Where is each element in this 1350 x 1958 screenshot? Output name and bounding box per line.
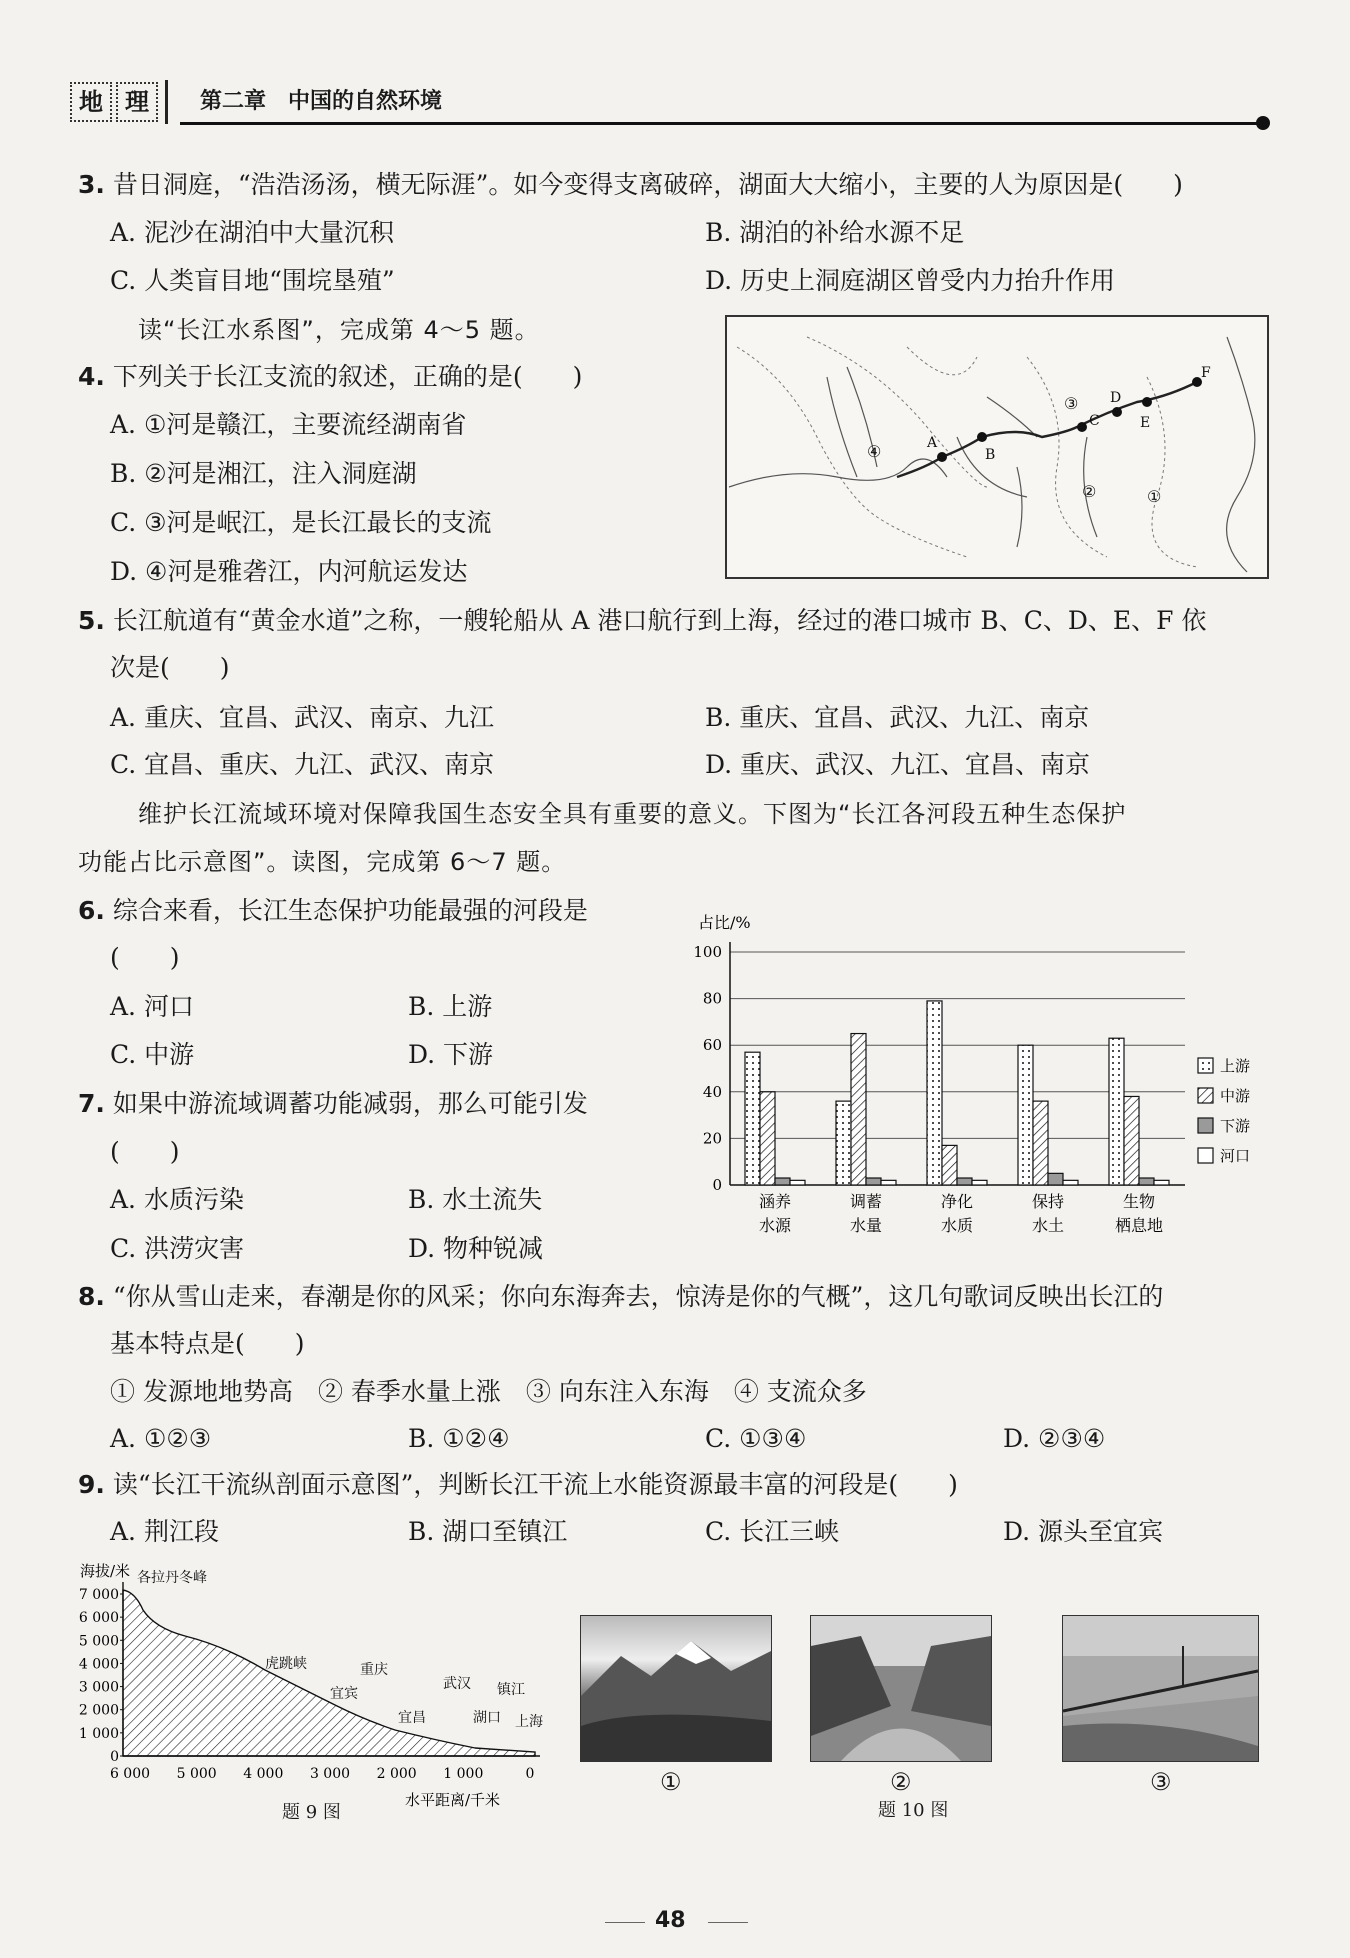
q9-text: 读“长江干流纵剖面示意图”，判断长江干流上水能资源最丰富的河段是( )	[112, 1470, 958, 1499]
map-label-d: D	[1110, 390, 1122, 406]
q6-paren: ( )	[110, 943, 180, 972]
figure-9-caption: 题 9 图	[282, 1802, 341, 1823]
q8-option-b[interactable]: B. ①②④	[408, 1424, 510, 1453]
q9-option-b[interactable]: B. 湖口至镇江	[408, 1517, 568, 1546]
q5-option-d[interactable]: D. 重庆、武汉、九江、宜昌、南京	[705, 750, 1091, 779]
legend-label-中游: 中游	[1220, 1087, 1251, 1105]
q4-option-a[interactable]: A. ①河是赣江，主要流经湖南省	[110, 410, 467, 439]
profile-xtick-0: 6 000	[109, 1766, 151, 1782]
q9-option-a[interactable]: A. 荆江段	[110, 1517, 219, 1546]
category-label-1-0: 调蓄	[849, 1192, 883, 1211]
q9-number: 9.	[78, 1470, 105, 1499]
q8-statements: ① 发源地地势高 ② 春季水量上涨 ③ 向东注入东海 ④ 支流众多	[110, 1377, 867, 1406]
profile-ytick-6: 6 000	[78, 1610, 119, 1627]
legend-label-下游: 下游	[1220, 1117, 1251, 1135]
chart-categories	[759, 1192, 1163, 1235]
category-label-4-1: 栖息地	[1114, 1216, 1164, 1235]
photo-1-snow-mountain	[580, 1615, 772, 1762]
map-svg	[727, 317, 1267, 577]
q3-text: 昔日洞庭，“浩浩汤汤，横无际涯”。如今变得支离破碎，湖面大大缩小，主要的人为原因是( )	[112, 170, 1183, 199]
category-label-0-0: 涵养	[758, 1192, 792, 1211]
q4-text: 下列关于长江支流的叙述，正确的是( )	[112, 362, 583, 391]
yangtze-river-system-map	[725, 315, 1269, 579]
bar-上游-生物栖息地	[1109, 1038, 1124, 1185]
category-label-3-1: 水土	[1031, 1216, 1065, 1235]
q5-stem-line1	[78, 606, 1206, 636]
yangtze-profile-figure	[75, 1560, 565, 1820]
photo-1-label: ①	[660, 1768, 682, 1796]
q5-stem-line2: 次是( )	[110, 653, 230, 682]
q7-option-b[interactable]: B. 水土流失	[408, 1185, 543, 1214]
category-label-4-0: 生物	[1122, 1192, 1156, 1211]
profile-xtick-2: 4 000	[243, 1766, 284, 1782]
page-number: 48	[655, 1908, 686, 1933]
subject-badge	[70, 82, 158, 122]
figure-10-caption: 题 10 图	[878, 1800, 949, 1821]
q9-option-c[interactable]: C. 长江三峡	[705, 1517, 840, 1546]
ytick-label-100: 100	[693, 943, 722, 961]
photo-3-bridge	[1062, 1615, 1259, 1762]
q3-option-b[interactable]: B. 湖泊的补给水源不足	[705, 218, 965, 247]
bar-上游-保持水土	[1018, 1045, 1033, 1185]
place-shanghai: 上海	[515, 1714, 543, 1730]
q6-text: 综合来看，长江生态保护功能最强的河段是	[112, 896, 588, 925]
photo-2-three-gorges	[810, 1615, 992, 1762]
q4-stem	[78, 362, 582, 392]
photo-3-label: ③	[1150, 1768, 1172, 1796]
map-label-b: B	[985, 447, 996, 463]
bar-上游-涵养水源	[745, 1052, 760, 1185]
map-river-3: ③	[1064, 394, 1079, 413]
place-yichang: 宜昌	[398, 1710, 426, 1726]
place-wuhan: 武汉	[443, 1676, 471, 1692]
map-label-e: E	[1140, 415, 1151, 431]
lead-6-7-line1: 维护长江流域环境对保障我国生态安全具有重要的意义。下图为“长江各河段五种生态保护	[138, 800, 1127, 828]
ytick-label-0: 0	[712, 1176, 722, 1194]
bar-chart-svg	[690, 910, 1270, 1250]
q6-option-b[interactable]: B. 上游	[408, 992, 493, 1021]
q7-option-a[interactable]: A. 水质污染	[110, 1185, 244, 1214]
q6-option-a[interactable]: A. 河口	[110, 992, 194, 1021]
profile-ytick-2: 2 000	[78, 1702, 119, 1719]
profile-xtick-5: 1 000	[443, 1766, 484, 1782]
q9-stem	[78, 1470, 958, 1500]
header-divider	[165, 80, 168, 124]
profile-yticks	[79, 1587, 125, 1765]
bar-河口-保持水土	[1063, 1180, 1078, 1185]
q5-option-a[interactable]: A. 重庆、宜昌、武汉、南京、九江	[110, 703, 494, 732]
place-chongqing: 重庆	[360, 1662, 388, 1678]
legend-swatch-上游	[1198, 1058, 1213, 1073]
bar-上游-调蓄水量	[836, 1101, 851, 1185]
category-label-1-1: 水量	[849, 1216, 883, 1235]
q4-number: 4.	[78, 362, 105, 391]
bar-河口-调蓄水量	[881, 1180, 896, 1185]
category-label-2-0: 净化	[940, 1192, 974, 1211]
q3-stem	[78, 170, 1183, 200]
profile-xticks	[110, 1766, 535, 1782]
place-hukou: 湖口	[473, 1710, 501, 1726]
q5-option-c[interactable]: C. 宜昌、重庆、九江、武汉、南京	[110, 750, 495, 779]
subject-char-1: 地	[70, 82, 112, 122]
ytick-label-60: 60	[702, 1036, 722, 1055]
chart-ylabel: 占比/%	[698, 913, 751, 932]
chapter-number: 第二章	[200, 89, 267, 114]
q4-option-c[interactable]: C. ③河是岷江，是长江最长的支流	[110, 508, 492, 537]
bar-中游-调蓄水量	[851, 1034, 866, 1185]
header-rule	[180, 122, 1260, 125]
header-rule-dot	[1256, 116, 1270, 130]
q7-number: 7.	[78, 1089, 105, 1118]
q6-option-d[interactable]: D. 下游	[408, 1040, 494, 1069]
legend-swatch-中游	[1198, 1088, 1213, 1103]
place-yibin: 宜宾	[330, 1686, 358, 1702]
q3-option-c[interactable]: C. 人类盲目地“围垸垦殖”	[110, 266, 395, 295]
category-label-0-1: 水源	[758, 1216, 792, 1235]
bar-下游-生物栖息地	[1139, 1178, 1154, 1185]
q5-option-b[interactable]: B. 重庆、宜昌、武汉、九江、南京	[705, 703, 1090, 732]
place-geladandong: 各拉丹冬峰	[137, 1570, 207, 1586]
profile-ytick-3: 3 000	[78, 1679, 119, 1696]
ecology-function-bar-chart	[690, 910, 1270, 1250]
bar-下游-涵养水源	[775, 1178, 790, 1185]
q9-option-d[interactable]: D. 源头至宜宾	[1003, 1517, 1164, 1546]
photo-3-svg	[1063, 1616, 1258, 1761]
bar-下游-调蓄水量	[866, 1178, 881, 1185]
bar-河口-涵养水源	[790, 1180, 805, 1185]
profile-ytick-7: 7 000	[78, 1587, 119, 1603]
bar-中游-生物栖息地	[1124, 1096, 1139, 1185]
q3-option-d[interactable]: D. 历史上洞庭湖区曾受内力抬升作用	[705, 266, 1116, 295]
bar-下游-保持水土	[1048, 1173, 1063, 1185]
map-label-c: C	[1089, 413, 1100, 429]
page-number-rule-left	[605, 1922, 645, 1923]
photo-2-svg	[811, 1616, 991, 1761]
profile-svg	[75, 1560, 565, 1820]
q4-option-d[interactable]: D. ④河是雅砻江，内河航运发达	[110, 557, 468, 586]
bar-上游-净化水质	[927, 1001, 942, 1185]
legend-swatch-下游	[1198, 1118, 1213, 1133]
profile-ylabel: 海拔/米	[80, 1562, 131, 1580]
lead-6-7-line2: 功能占比示意图”。读图，完成第 6～7 题。	[78, 848, 567, 876]
profile-ytick-5: 5 000	[78, 1633, 119, 1650]
profile-ytick-1: 1 000	[78, 1725, 119, 1742]
ytick-label-40: 40	[702, 1082, 722, 1101]
chart-legend	[1198, 1057, 1250, 1165]
photo-2-label: ②	[890, 1768, 912, 1796]
profile-area	[123, 1590, 535, 1756]
bar-中游-涵养水源	[760, 1092, 775, 1185]
category-label-2-1: 水质	[940, 1216, 974, 1235]
map-label-a: A	[927, 435, 938, 451]
bar-中游-保持水土	[1033, 1101, 1048, 1185]
q8-text-1: “你从雪山走来，春潮是你的风采；你向东海奔去，惊涛是你的气概”，这几句歌词反映出长江的	[112, 1282, 1164, 1311]
legend-label-上游: 上游	[1220, 1057, 1251, 1075]
q6-number: 6.	[78, 896, 105, 925]
bar-河口-生物栖息地	[1154, 1180, 1169, 1185]
subject-char-2: 理	[116, 82, 158, 122]
q3-option-a[interactable]: A. 泥沙在湖泊中大量沉积	[110, 218, 394, 247]
q7-text: 如果中游流域调蓄功能减弱，那么可能引发	[112, 1089, 588, 1118]
q8-option-d[interactable]: D. ②③④	[1003, 1424, 1106, 1453]
map-river-2: ②	[1082, 482, 1097, 501]
chapter-title	[200, 84, 442, 115]
place-zhenjiang: 镇江	[497, 1682, 525, 1698]
page-number-rule-right	[708, 1922, 748, 1923]
bar-河口-净化水质	[972, 1180, 987, 1185]
q7-option-c[interactable]: C. 洪涝灾害	[110, 1234, 245, 1263]
legend-label-河口: 河口	[1220, 1147, 1251, 1165]
legend-swatch-河口	[1198, 1148, 1213, 1163]
profile-xtick-1: 5 000	[176, 1766, 217, 1782]
chapter-name: 中国的自然环境	[288, 89, 443, 114]
profile-xlabel: 水平距离/千米	[405, 1791, 501, 1809]
q7-paren: ( )	[110, 1137, 180, 1166]
profile-ytick-0: 0	[110, 1749, 119, 1765]
q6-option-c[interactable]: C. 中游	[110, 1040, 195, 1069]
bar-下游-净化水质	[957, 1178, 972, 1185]
place-hutiaoxia: 虎跳峡	[265, 1656, 307, 1672]
q8-option-c[interactable]: C. ①③④	[705, 1424, 807, 1453]
q5-text-1: 长江航道有“黄金水道”之称，一艘轮船从 A 港口航行到上海，经过的港口城市 B、C、D、E、F 依	[112, 606, 1207, 635]
chart-bars	[745, 1001, 1169, 1185]
q8-number: 8.	[78, 1282, 105, 1311]
q5-number: 5.	[78, 606, 105, 635]
q7-stem	[78, 1089, 588, 1119]
profile-ytick-4: 4 000	[78, 1656, 119, 1673]
photo-1-svg	[581, 1616, 771, 1761]
q4-option-b[interactable]: B. ②河是湘江，注入洞庭湖	[110, 459, 417, 488]
lead-4-5: 读“长江水系图”，完成第 4～5 题。	[138, 316, 540, 344]
q8-option-a[interactable]: A. ①②③	[110, 1424, 212, 1453]
profile-xtick-3: 3 000	[309, 1766, 351, 1782]
q8-stem-line1	[78, 1282, 1163, 1312]
ytick-label-80: 80	[702, 989, 722, 1008]
q6-stem	[78, 896, 588, 926]
q7-option-d[interactable]: D. 物种锐减	[408, 1234, 544, 1263]
map-label-f: F	[1201, 365, 1211, 381]
map-river-1: ①	[1147, 487, 1162, 506]
bar-中游-净化水质	[942, 1145, 957, 1185]
profile-xtick-4: 2 000	[376, 1766, 417, 1782]
q8-stem-line2: 基本特点是( )	[110, 1329, 305, 1358]
profile-xtick-6: 0	[525, 1766, 535, 1782]
ytick-label-20: 20	[702, 1129, 722, 1148]
q3-number: 3.	[78, 170, 105, 199]
category-label-3-0: 保持	[1031, 1192, 1065, 1211]
map-river-4: ④	[867, 442, 882, 461]
